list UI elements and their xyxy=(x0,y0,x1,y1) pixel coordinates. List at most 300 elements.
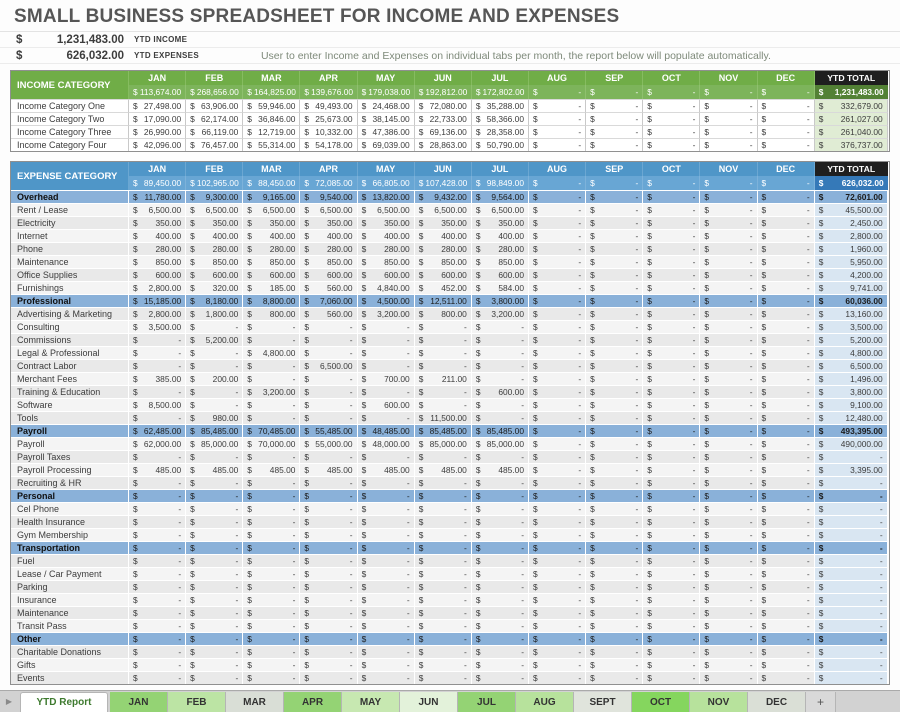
month-cell[interactable] xyxy=(758,671,815,684)
month-cell[interactable] xyxy=(586,281,643,294)
ytd-cell[interactable] xyxy=(815,190,888,203)
month-cell[interactable] xyxy=(700,450,757,463)
month-cell[interactable] xyxy=(758,632,815,645)
month-cell[interactable] xyxy=(700,411,757,424)
month-cell[interactable] xyxy=(472,671,529,684)
month-cell[interactable] xyxy=(643,229,700,242)
ytd-cell[interactable] xyxy=(815,463,888,476)
month-cell[interactable] xyxy=(586,658,643,671)
ytd-cell[interactable] xyxy=(815,476,888,489)
row-label[interactable]: Income Category One xyxy=(11,99,129,112)
month-cell[interactable] xyxy=(358,554,415,567)
month-cell[interactable] xyxy=(643,437,700,450)
month-cell[interactable] xyxy=(758,424,815,437)
month-cell[interactable] xyxy=(529,99,586,112)
row-label[interactable]: Payroll Taxes xyxy=(11,450,129,463)
month-cell[interactable] xyxy=(300,619,357,632)
month-cell[interactable] xyxy=(358,307,415,320)
month-cell[interactable] xyxy=(700,632,757,645)
month-cell[interactable] xyxy=(643,125,700,138)
month-cell[interactable] xyxy=(415,242,472,255)
month-cell[interactable] xyxy=(700,658,757,671)
month-cell[interactable] xyxy=(758,125,815,138)
ytd-cell[interactable] xyxy=(815,541,888,554)
month-cell[interactable] xyxy=(358,333,415,346)
month-cell[interactable] xyxy=(358,372,415,385)
ytd-cell[interactable] xyxy=(815,515,888,528)
month-cell[interactable] xyxy=(472,385,529,398)
month-total-cell[interactable] xyxy=(529,85,586,99)
month-cell[interactable] xyxy=(700,190,757,203)
month-cell[interactable] xyxy=(243,619,300,632)
month-cell[interactable] xyxy=(758,99,815,112)
month-cell[interactable] xyxy=(700,580,757,593)
month-cell[interactable] xyxy=(700,424,757,437)
month-cell[interactable] xyxy=(643,645,700,658)
ytd-cell[interactable] xyxy=(815,593,888,606)
month-total-cell[interactable] xyxy=(758,176,815,190)
month-cell[interactable] xyxy=(186,190,243,203)
ytd-cell[interactable] xyxy=(815,281,888,294)
month-cell[interactable] xyxy=(415,255,472,268)
month-cell[interactable] xyxy=(300,385,357,398)
month-cell[interactable] xyxy=(758,333,815,346)
month-cell[interactable] xyxy=(586,346,643,359)
month-cell[interactable] xyxy=(700,567,757,580)
month-cell[interactable] xyxy=(758,580,815,593)
month-cell[interactable] xyxy=(643,255,700,268)
month-cell[interactable] xyxy=(186,554,243,567)
month-cell[interactable] xyxy=(472,437,529,450)
month-cell[interactable] xyxy=(243,307,300,320)
month-cell[interactable] xyxy=(300,502,357,515)
month-cell[interactable] xyxy=(129,450,186,463)
month-cell[interactable] xyxy=(129,645,186,658)
month-cell[interactable] xyxy=(129,567,186,580)
month-total-cell[interactable] xyxy=(529,176,586,190)
month-cell[interactable] xyxy=(243,242,300,255)
month-cell[interactable] xyxy=(243,463,300,476)
month-cell[interactable] xyxy=(529,190,586,203)
ytd-cell[interactable] xyxy=(815,307,888,320)
month-cell[interactable] xyxy=(243,489,300,502)
month-cell[interactable] xyxy=(300,307,357,320)
sheet-tab-mar[interactable]: MAR xyxy=(226,692,284,712)
month-total-cell[interactable] xyxy=(243,85,300,99)
month-cell[interactable] xyxy=(129,333,186,346)
month-cell[interactable] xyxy=(243,632,300,645)
month-cell[interactable] xyxy=(358,346,415,359)
month-cell[interactable] xyxy=(243,281,300,294)
month-cell[interactable] xyxy=(700,671,757,684)
month-cell[interactable] xyxy=(472,281,529,294)
month-cell[interactable] xyxy=(358,320,415,333)
month-total-cell[interactable] xyxy=(643,85,700,99)
month-cell[interactable] xyxy=(358,489,415,502)
month-cell[interactable] xyxy=(643,281,700,294)
month-cell[interactable] xyxy=(472,307,529,320)
month-cell[interactable] xyxy=(586,190,643,203)
month-cell[interactable] xyxy=(243,359,300,372)
month-cell[interactable] xyxy=(186,489,243,502)
month-cell[interactable] xyxy=(415,125,472,138)
month-cell[interactable] xyxy=(529,385,586,398)
month-cell[interactable] xyxy=(415,463,472,476)
month-cell[interactable] xyxy=(129,138,186,151)
ytd-cell[interactable] xyxy=(815,580,888,593)
month-total-cell[interactable] xyxy=(700,85,757,99)
row-label[interactable]: Recruiting & HR xyxy=(11,476,129,489)
month-cell[interactable] xyxy=(586,242,643,255)
month-total-cell[interactable] xyxy=(700,176,757,190)
ytd-cell[interactable] xyxy=(815,268,888,281)
month-cell[interactable] xyxy=(758,216,815,229)
ytd-cell[interactable] xyxy=(815,385,888,398)
row-label[interactable]: Transportation xyxy=(11,541,129,554)
month-cell[interactable] xyxy=(300,125,357,138)
month-cell[interactable] xyxy=(300,216,357,229)
month-cell[interactable] xyxy=(358,606,415,619)
month-cell[interactable] xyxy=(472,424,529,437)
month-cell[interactable] xyxy=(358,138,415,151)
month-cell[interactable] xyxy=(700,437,757,450)
ytd-cell[interactable] xyxy=(815,320,888,333)
month-cell[interactable] xyxy=(758,138,815,151)
month-cell[interactable] xyxy=(472,190,529,203)
month-cell[interactable] xyxy=(300,671,357,684)
month-cell[interactable] xyxy=(300,255,357,268)
month-cell[interactable] xyxy=(243,580,300,593)
month-cell[interactable] xyxy=(186,541,243,554)
month-cell[interactable] xyxy=(700,463,757,476)
month-total-cell[interactable] xyxy=(472,85,529,99)
month-cell[interactable] xyxy=(643,476,700,489)
month-cell[interactable] xyxy=(529,112,586,125)
month-cell[interactable] xyxy=(129,203,186,216)
ytd-cell[interactable] xyxy=(815,398,888,411)
ytd-cell[interactable] xyxy=(815,294,888,307)
month-cell[interactable] xyxy=(129,541,186,554)
ytd-cell[interactable] xyxy=(815,528,888,541)
month-cell[interactable] xyxy=(358,645,415,658)
month-cell[interactable] xyxy=(643,346,700,359)
month-cell[interactable] xyxy=(243,99,300,112)
month-total-cell[interactable] xyxy=(415,85,472,99)
month-cell[interactable] xyxy=(700,645,757,658)
month-total-cell[interactable] xyxy=(586,176,643,190)
month-cell[interactable] xyxy=(300,476,357,489)
row-label[interactable]: Internet xyxy=(11,229,129,242)
month-cell[interactable] xyxy=(243,203,300,216)
month-cell[interactable] xyxy=(129,242,186,255)
month-cell[interactable] xyxy=(472,346,529,359)
month-cell[interactable] xyxy=(586,541,643,554)
month-cell[interactable] xyxy=(129,359,186,372)
month-cell[interactable] xyxy=(529,320,586,333)
month-total-cell[interactable] xyxy=(300,176,357,190)
month-cell[interactable] xyxy=(415,632,472,645)
ytd-cell[interactable] xyxy=(815,619,888,632)
month-cell[interactable] xyxy=(472,255,529,268)
month-cell[interactable] xyxy=(186,632,243,645)
month-cell[interactable] xyxy=(700,320,757,333)
month-cell[interactable] xyxy=(129,619,186,632)
month-cell[interactable] xyxy=(243,528,300,541)
month-cell[interactable] xyxy=(586,99,643,112)
month-cell[interactable] xyxy=(358,112,415,125)
month-cell[interactable] xyxy=(243,255,300,268)
month-cell[interactable] xyxy=(243,502,300,515)
month-cell[interactable] xyxy=(472,554,529,567)
month-cell[interactable] xyxy=(358,398,415,411)
month-cell[interactable] xyxy=(529,606,586,619)
month-cell[interactable] xyxy=(415,515,472,528)
month-cell[interactable] xyxy=(358,216,415,229)
ytd-cell[interactable] xyxy=(815,242,888,255)
month-cell[interactable] xyxy=(186,476,243,489)
month-cell[interactable] xyxy=(415,476,472,489)
ytd-cell[interactable] xyxy=(815,489,888,502)
month-cell[interactable] xyxy=(358,411,415,424)
month-cell[interactable] xyxy=(586,632,643,645)
month-cell[interactable] xyxy=(300,541,357,554)
month-cell[interactable] xyxy=(643,372,700,385)
month-cell[interactable] xyxy=(472,463,529,476)
ytd-cell[interactable] xyxy=(815,359,888,372)
month-cell[interactable] xyxy=(358,190,415,203)
month-cell[interactable] xyxy=(758,489,815,502)
month-cell[interactable] xyxy=(472,320,529,333)
month-cell[interactable] xyxy=(586,112,643,125)
month-cell[interactable] xyxy=(758,554,815,567)
row-label[interactable]: Income Category Four xyxy=(11,138,129,151)
month-cell[interactable] xyxy=(700,203,757,216)
month-cell[interactable] xyxy=(129,489,186,502)
month-cell[interactable] xyxy=(758,385,815,398)
month-cell[interactable] xyxy=(529,554,586,567)
month-cell[interactable] xyxy=(472,112,529,125)
month-cell[interactable] xyxy=(700,372,757,385)
month-cell[interactable] xyxy=(700,359,757,372)
month-cell[interactable] xyxy=(758,346,815,359)
row-label[interactable]: Professional xyxy=(11,294,129,307)
month-cell[interactable] xyxy=(758,268,815,281)
month-total-cell[interactable] xyxy=(129,85,186,99)
sheet-tab-oct[interactable]: OCT xyxy=(632,692,690,712)
month-cell[interactable] xyxy=(415,112,472,125)
month-cell[interactable] xyxy=(529,541,586,554)
month-cell[interactable] xyxy=(643,528,700,541)
month-cell[interactable] xyxy=(300,112,357,125)
month-cell[interactable] xyxy=(529,359,586,372)
month-cell[interactable] xyxy=(358,463,415,476)
month-cell[interactable] xyxy=(643,450,700,463)
month-cell[interactable] xyxy=(586,515,643,528)
month-cell[interactable] xyxy=(243,450,300,463)
month-cell[interactable] xyxy=(700,346,757,359)
month-cell[interactable] xyxy=(643,580,700,593)
month-cell[interactable] xyxy=(358,528,415,541)
month-cell[interactable] xyxy=(643,489,700,502)
month-cell[interactable] xyxy=(186,138,243,151)
month-cell[interactable] xyxy=(643,567,700,580)
month-cell[interactable] xyxy=(186,242,243,255)
month-cell[interactable] xyxy=(529,294,586,307)
month-cell[interactable] xyxy=(300,567,357,580)
month-cell[interactable] xyxy=(758,255,815,268)
month-cell[interactable] xyxy=(586,619,643,632)
row-label[interactable]: Parking xyxy=(11,580,129,593)
row-label[interactable]: Insurance xyxy=(11,593,129,606)
month-cell[interactable] xyxy=(529,307,586,320)
month-cell[interactable] xyxy=(243,268,300,281)
month-cell[interactable] xyxy=(129,216,186,229)
month-cell[interactable] xyxy=(243,645,300,658)
month-cell[interactable] xyxy=(243,515,300,528)
month-cell[interactable] xyxy=(529,476,586,489)
month-cell[interactable] xyxy=(243,333,300,346)
month-cell[interactable] xyxy=(129,463,186,476)
month-cell[interactable] xyxy=(243,385,300,398)
row-label[interactable]: Cel Phone xyxy=(11,502,129,515)
month-cell[interactable] xyxy=(472,216,529,229)
month-cell[interactable] xyxy=(186,450,243,463)
month-cell[interactable] xyxy=(243,398,300,411)
month-cell[interactable] xyxy=(643,593,700,606)
month-cell[interactable] xyxy=(358,541,415,554)
month-cell[interactable] xyxy=(186,99,243,112)
month-cell[interactable] xyxy=(415,671,472,684)
month-cell[interactable] xyxy=(300,411,357,424)
month-cell[interactable] xyxy=(186,502,243,515)
month-cell[interactable] xyxy=(758,398,815,411)
month-cell[interactable] xyxy=(415,502,472,515)
month-cell[interactable] xyxy=(529,463,586,476)
ytd-cell[interactable] xyxy=(815,450,888,463)
month-cell[interactable] xyxy=(415,658,472,671)
month-total-cell[interactable] xyxy=(186,85,243,99)
month-cell[interactable] xyxy=(358,502,415,515)
row-label[interactable]: Furnishings xyxy=(11,281,129,294)
row-label[interactable]: Payroll Processing xyxy=(11,463,129,476)
month-cell[interactable] xyxy=(586,268,643,281)
month-cell[interactable] xyxy=(643,385,700,398)
month-cell[interactable] xyxy=(758,372,815,385)
month-cell[interactable] xyxy=(758,450,815,463)
month-cell[interactable] xyxy=(358,255,415,268)
month-cell[interactable] xyxy=(186,372,243,385)
month-cell[interactable] xyxy=(243,437,300,450)
month-cell[interactable] xyxy=(529,450,586,463)
month-cell[interactable] xyxy=(643,268,700,281)
month-cell[interactable] xyxy=(300,437,357,450)
month-cell[interactable] xyxy=(300,463,357,476)
month-cell[interactable] xyxy=(358,593,415,606)
month-cell[interactable] xyxy=(586,476,643,489)
month-cell[interactable] xyxy=(129,294,186,307)
sheet-tab-nov[interactable]: NOV xyxy=(690,692,748,712)
month-cell[interactable] xyxy=(643,307,700,320)
month-cell[interactable] xyxy=(758,476,815,489)
ytd-cell[interactable] xyxy=(815,112,888,125)
month-cell[interactable] xyxy=(129,437,186,450)
month-cell[interactable] xyxy=(300,515,357,528)
month-cell[interactable] xyxy=(415,320,472,333)
month-cell[interactable] xyxy=(586,138,643,151)
month-cell[interactable] xyxy=(186,658,243,671)
month-cell[interactable] xyxy=(472,203,529,216)
month-cell[interactable] xyxy=(643,554,700,567)
month-cell[interactable] xyxy=(186,333,243,346)
row-label[interactable]: Transit Pass xyxy=(11,619,129,632)
month-cell[interactable] xyxy=(758,437,815,450)
month-cell[interactable] xyxy=(186,411,243,424)
month-cell[interactable] xyxy=(129,411,186,424)
month-cell[interactable] xyxy=(586,307,643,320)
month-cell[interactable] xyxy=(300,333,357,346)
month-cell[interactable] xyxy=(758,593,815,606)
month-total-cell[interactable] xyxy=(300,85,357,99)
sheet-tab-sept[interactable]: SEPT xyxy=(574,692,632,712)
month-cell[interactable] xyxy=(529,281,586,294)
month-cell[interactable] xyxy=(415,593,472,606)
month-cell[interactable] xyxy=(586,333,643,346)
month-cell[interactable] xyxy=(586,580,643,593)
month-cell[interactable] xyxy=(129,593,186,606)
sheet-tab-aug[interactable]: AUG xyxy=(516,692,574,712)
month-cell[interactable] xyxy=(129,281,186,294)
row-label[interactable]: Income Category Three xyxy=(11,125,129,138)
month-cell[interactable] xyxy=(700,138,757,151)
month-cell[interactable] xyxy=(129,268,186,281)
month-cell[interactable] xyxy=(415,333,472,346)
month-cell[interactable] xyxy=(415,567,472,580)
month-cell[interactable] xyxy=(358,359,415,372)
month-cell[interactable] xyxy=(415,294,472,307)
row-label[interactable]: Legal & Professional xyxy=(11,346,129,359)
month-cell[interactable] xyxy=(643,424,700,437)
month-total-cell[interactable] xyxy=(643,176,700,190)
month-cell[interactable] xyxy=(415,411,472,424)
month-cell[interactable] xyxy=(415,268,472,281)
sheet-tab-may[interactable]: MAY xyxy=(342,692,400,712)
month-cell[interactable] xyxy=(243,112,300,125)
month-cell[interactable] xyxy=(472,567,529,580)
month-cell[interactable] xyxy=(129,229,186,242)
row-label[interactable]: Health Insurance xyxy=(11,515,129,528)
month-cell[interactable] xyxy=(358,229,415,242)
month-cell[interactable] xyxy=(700,268,757,281)
month-cell[interactable] xyxy=(186,216,243,229)
month-cell[interactable] xyxy=(700,125,757,138)
month-cell[interactable] xyxy=(243,606,300,619)
month-cell[interactable] xyxy=(529,411,586,424)
month-cell[interactable] xyxy=(186,268,243,281)
month-cell[interactable] xyxy=(415,99,472,112)
month-cell[interactable] xyxy=(586,645,643,658)
month-cell[interactable] xyxy=(643,463,700,476)
month-cell[interactable] xyxy=(186,424,243,437)
month-cell[interactable] xyxy=(300,138,357,151)
month-cell[interactable] xyxy=(243,424,300,437)
month-cell[interactable] xyxy=(129,554,186,567)
month-cell[interactable] xyxy=(700,489,757,502)
month-cell[interactable] xyxy=(643,619,700,632)
month-cell[interactable] xyxy=(415,346,472,359)
month-cell[interactable] xyxy=(529,424,586,437)
month-cell[interactable] xyxy=(358,294,415,307)
month-cell[interactable] xyxy=(300,658,357,671)
